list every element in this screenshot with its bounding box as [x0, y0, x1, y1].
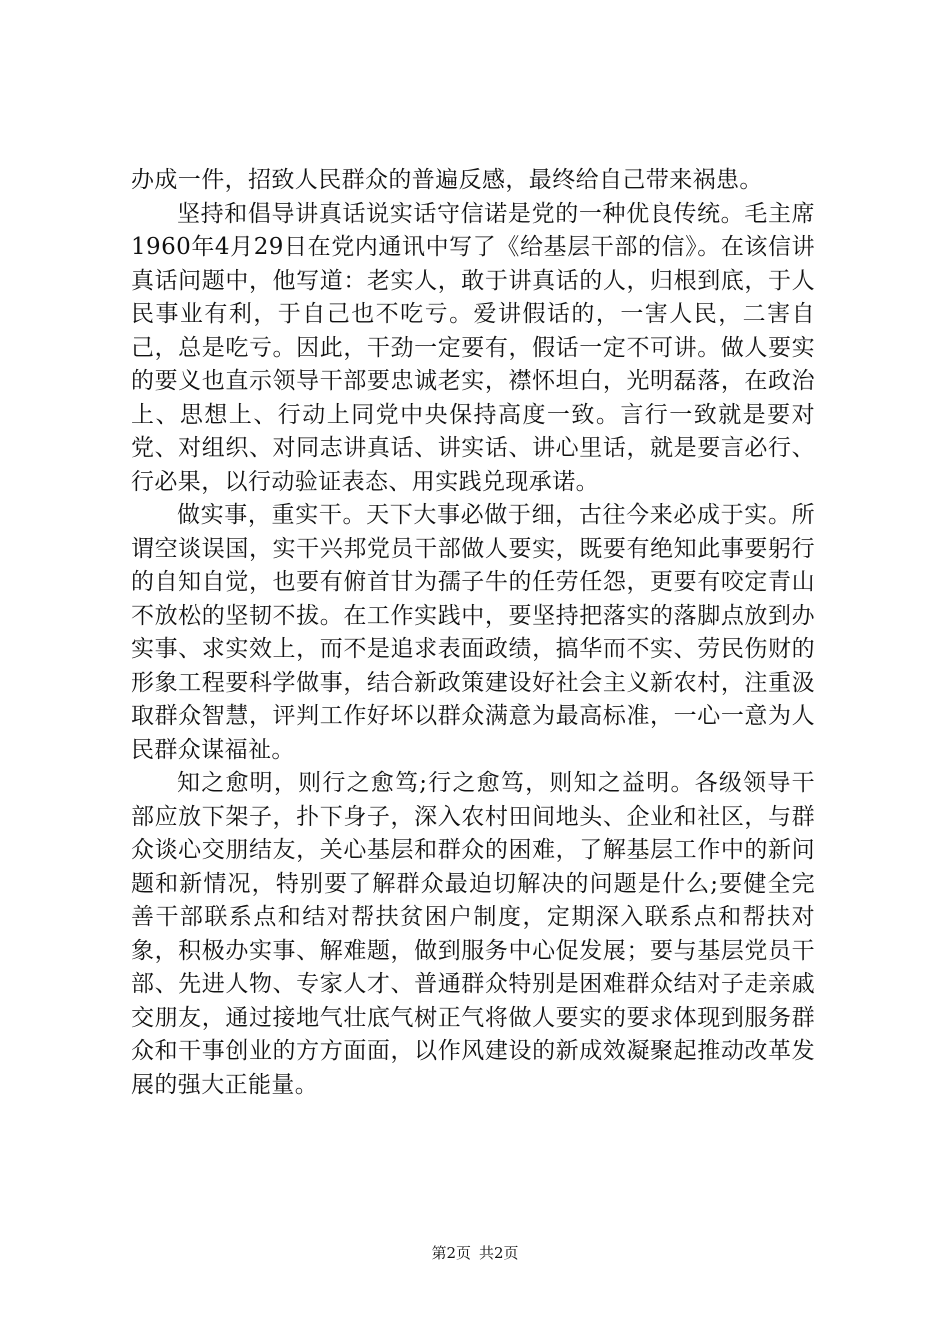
paragraph-continuation: 办成一件，招致人民群众的普遍反感，最终给自己带来祸患。 — [131, 167, 763, 193]
paragraph-practical-work: 做实事，重实干。天下大事必做于细，古往今来必成于实。所谓空谈误国，实干兴邦党员干部做人要实，既要有绝知此事要躬行的自知自觉，也要有俯首甘为孺子牛的任劳任怨，更要有咬定青山不放松的坚韧不拔。在工作实践中，要坚持把落实的落脚点放到办实事、求实效上，而不是追求表面政绩，搞华而不实、劳民伤财的形象工程要科学做事，结合新政策建设好社会主义新农村，注重汲取群众智慧，评判工作好坏以群众满意为最高标准，一心一意为人民群众谋福祉。 — [131, 502, 815, 763]
paragraph-grassroots: 知之愈明，则行之愈笃;行之愈笃，则知之益明。各级领导干部应放下架子，扑下身子，深入农村田间地头、企业和社区，与群众谈心交朋结友，关心基层和群众的困难，了解基层工作中的新问题和新情况，特别要了解群众最迫切解决的问题是什么;要健全完善干部联系点和结对帮扶贫困户制度，定期深入联系点和帮扶对象，积极办实事、解难题，做到服务中心促发展；要与基层党员干部、先进人物、专家人才、普通群众特别是困难群众结对子走亲戚交朋友，通过接地气壮底气树正气将做人要实的要求体现到服务群众和干事创业的方方面面，以作风建设的新成效凝聚起推动改革发展的强大正能量。 — [131, 770, 815, 1098]
paragraph-truth-telling: 坚持和倡导讲真话说实话守信诺是党的一种优良传统。毛主席1960年4月29日在党内通讯中写了《给基层干部的信》。在该信讲真话问题中，他写道：老实人，敢于讲真话的人，归根到底，于人民事业有利，于自己也不吃亏。爱讲假话的，一害人民，二害自己，总是吃亏。因此，干劲一定要有，假话一定不可讲。做人要实的要义也直示领导干部要忠诚老实，襟怀坦白，光明磊落，在政治上、思想上、行动上同党中央保持高度一致。言行一致就是要对党、对组织、对同志讲真话、讲实话、讲心里话，就是要言必行、行必果，以行动验证表态、用实践兑现承诺。 — [131, 200, 815, 495]
page-number: 第2页 — [431, 1244, 471, 1262]
document-body — [131, 164, 815, 1102]
page-footer — [0, 1243, 950, 1263]
page-total: 共2页 — [479, 1244, 519, 1262]
